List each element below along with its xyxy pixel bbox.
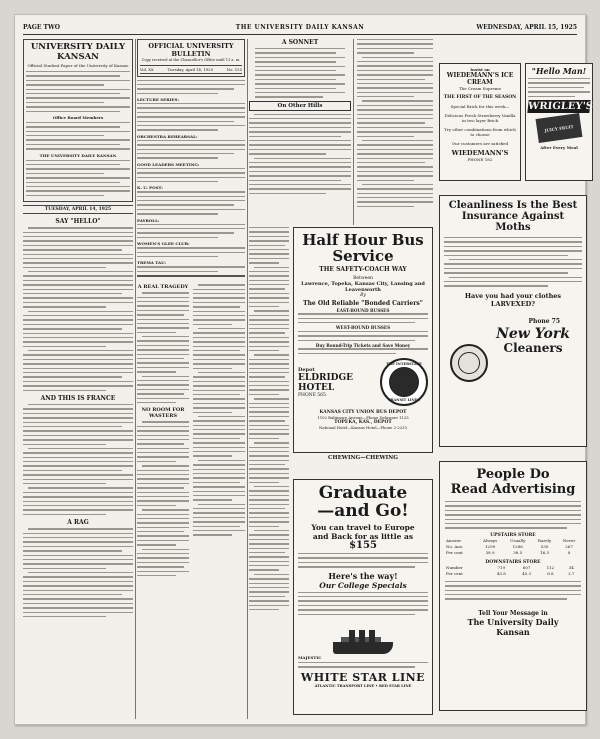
cleaners-name: Cleaners <box>503 340 563 355</box>
wrigley-slogan: After Every Meal <box>540 144 578 150</box>
column-news-lower <box>249 227 289 717</box>
ice-ad-brand: WIEDEMANN'S ICE CREAM <box>446 72 514 86</box>
bulletin-subtitle: Copy received at the Chancellor's Office until 11 a. m. <box>141 58 241 62</box>
paper-name: THE UNIVERSITY DAILY KANSAN <box>235 24 365 31</box>
wrigley-hello: "Hello Man! <box>531 66 587 76</box>
bulletin-item: ORCHESTRA REHEARSAL: <box>137 133 198 139</box>
bus-schedule <box>298 309 428 354</box>
business-heading: THE UNIVERSITY DAILY KANSAN <box>39 152 117 158</box>
article-body <box>193 284 245 536</box>
topeka-address: National Hotel—Kansas Hotel—Phone 2-2233 <box>319 424 407 430</box>
headline-sonnet: A SONNET <box>281 39 319 46</box>
read-ad-paper: The University Daily <box>467 616 559 627</box>
headline-tragedy: A REAL TRAGEDY <box>137 284 189 291</box>
ice-ad-flavor: Delicious Fresh Strawberry Vanilla in two layer Brick <box>444 113 516 123</box>
staff-list <box>26 71 130 112</box>
clean-ad-headline: Cleanliness Is the Best <box>448 200 578 211</box>
headline-a-rag: A RAG <box>67 519 89 527</box>
seal-text-bottom: TRANSIT LINES <box>388 398 420 403</box>
cleaners-logo: New York <box>496 325 570 342</box>
bulletin-volume: Vol. XX <box>140 66 154 72</box>
staff-heading: Office Board Members <box>52 114 104 120</box>
headline-other-hills: On Other Hills <box>249 101 351 111</box>
gum-pack-icon <box>536 113 583 143</box>
bulletin-item: TREMA TAU: <box>137 260 166 266</box>
ship-name: MAJESTIC <box>298 654 322 660</box>
ice-ad-brand-2: WIEDEMANN'S <box>451 149 509 157</box>
ice-ad-phone: PHONE 182 <box>467 157 493 162</box>
column-rule <box>247 39 248 719</box>
bus-ad-company: The Old Reliable "Bonded Carriers" <box>303 300 423 307</box>
table-row: Per cent 43.8 45.3 6.8 2.7 <box>446 571 575 577</box>
read-ad-paper-2: Kansan <box>496 626 530 637</box>
clean-ad-headline-2: Insurance Against Moths <box>461 211 565 233</box>
downstairs-heading: DOWNSTAIRS STORE <box>485 559 541 565</box>
article-body <box>357 39 433 207</box>
bus-ad-headline: Half Hour Bus <box>302 231 424 249</box>
shipping-lines: ATLANTIC TRANSPORT LINE • RED STAR LINE <box>314 683 412 688</box>
column-editorial <box>23 39 133 719</box>
headline-chewing: CHEWING—CHEWING <box>328 455 398 461</box>
newspaper-page <box>14 14 594 725</box>
seal-text-top: THE INTERSTATE <box>386 362 422 367</box>
grad-ad-headline: Graduate <box>318 483 408 503</box>
larvex-seal-icon <box>450 344 488 382</box>
bus-ad-cities: Lawrence, Topeka, Kansas City, Lansing and Leavenworth <box>301 281 425 293</box>
article-body <box>137 292 189 403</box>
ice-ad-insist: Insist on <box>470 67 490 72</box>
depot-name: ELDRIDGE <box>298 372 354 383</box>
kc-depot: KANSAS CITY UNION BUS DEPOT <box>319 410 407 416</box>
ice-ad-first: THE FIRST OF THE SEASON <box>443 95 517 100</box>
ice-ad-other: Try other combinations from which to choose <box>444 127 516 137</box>
steamship-icon <box>298 618 428 654</box>
grad-ad-offer-2: and Back for as little as <box>312 532 414 541</box>
column-bulletin <box>137 39 245 719</box>
issue-date: WEDNESDAY, APRIL 15, 1925 <box>476 24 577 31</box>
dateline: TUESDAY, APRIL 14, 1925 <box>23 205 133 214</box>
interstate-seal-icon <box>380 358 428 406</box>
grad-ad-offer: You can travel to Europe <box>311 523 415 532</box>
article-body <box>249 114 351 194</box>
bulletin-title: OFFICIAL UNIVERSITY BULLETIN <box>148 42 234 58</box>
read-ad-headline-2: Read Advertising <box>450 482 576 497</box>
ice-ad-tagline: The Cream Supreme <box>459 86 501 91</box>
article-body <box>23 227 133 391</box>
east-bound-label: EAST-BOUND BUSSES <box>336 308 390 313</box>
bus-ad-by: By <box>360 293 366 298</box>
bulletin-item: WOMEN'S GLEE CLUB: <box>137 241 190 247</box>
bulletin-number: No. 155 <box>226 66 242 72</box>
grad-ad-price: $155 <box>349 540 377 551</box>
poem-body <box>255 48 345 98</box>
bulletin-item: PAYROLL: <box>137 217 160 223</box>
masthead-title: UNIVERSITY DAILY KANSAN <box>30 42 126 62</box>
grad-ad-here: Here's the way! <box>328 570 398 581</box>
depot-addresses <box>298 410 428 430</box>
column-rule <box>353 39 354 225</box>
table-row: Per cent 38.9 38.5 16.5 8 <box>446 550 571 556</box>
round-trip-note: Buy Round-Trip Tickets and Save Money <box>315 342 411 348</box>
depot-phone: PHONE 565 <box>298 392 326 398</box>
masthead-subtitle: Official Student Paper of the University of Kansas <box>27 63 129 68</box>
column-news <box>357 39 433 225</box>
page-header <box>23 23 577 35</box>
bus-ad-between: Between <box>353 276 373 281</box>
depot-name-2: HOTEL <box>298 382 335 393</box>
ice-ad-special: Special Brick for this week— <box>450 104 510 109</box>
bulletin-item: GOOD LEADERS MEETING: <box>137 161 200 167</box>
masthead <box>23 39 133 202</box>
depot-label: Depot <box>298 366 315 373</box>
europe-travel-ad <box>293 479 433 715</box>
gum-pack-label: JUICY FRUIT <box>544 123 574 133</box>
column-rule <box>135 39 136 719</box>
read-ad-headline: People Do <box>476 467 550 482</box>
kc-address: 1102 Baltimore Avenue—Phone Delaware 1125 <box>317 414 409 420</box>
bus-ad-slogan: THE SAFETY-COACH WAY <box>319 266 407 273</box>
article-body <box>137 421 189 576</box>
bulletin-item: LECTURE SERIES: <box>137 97 179 103</box>
article-body <box>23 528 133 617</box>
column-sonnet <box>249 39 351 225</box>
headline-wasters: NO ROOM FOR WASTERS <box>141 407 185 420</box>
upstairs-heading: UPSTAIRS STORE <box>490 532 536 538</box>
headline-say-hello: SAY "HELLO" <box>55 218 101 226</box>
topeka-depot: TOPEKA, KAS., DEPOT <box>334 420 392 426</box>
read-ad-tell: Tell Your Message in <box>478 609 548 617</box>
grad-ad-headline-2: —and Go! <box>317 501 409 521</box>
bulletin-item: K. U. POST: <box>137 185 163 191</box>
depot-info <box>298 367 353 398</box>
table-header-row: Answer Always Usually Rarely Never <box>446 538 576 544</box>
headline-france: AND THIS IS FRANCE <box>40 395 116 402</box>
article-body <box>23 404 133 515</box>
upstairs-table <box>445 538 581 556</box>
white-star-logo: WHITE STAR LINE <box>300 670 426 684</box>
clean-ad-question: Have you had your clothes LARVEXED? <box>464 291 562 308</box>
bulletin-date: Tuesday, April 14, 1925 <box>167 66 213 72</box>
page-number: PAGE TWO <box>23 24 60 31</box>
wrigley-logo: WRIGLEY'S <box>527 100 594 112</box>
cleaners-phone: Phone 75 <box>528 317 560 325</box>
official-bulletin <box>137 39 245 77</box>
table-row: Number 719 807 112 34 <box>446 565 574 571</box>
downstairs-table <box>445 565 581 577</box>
cleaners-ad <box>439 195 587 447</box>
west-bound-label: WEST-BOUND BUSSES <box>335 325 391 331</box>
ice-cream-ad <box>439 63 521 181</box>
bus-ad-headline-2: Service <box>332 247 394 265</box>
bus-service-ad <box>293 227 433 453</box>
bulletin-meta <box>140 65 242 74</box>
table-row: No. Ans. 1299 1286 530 267 <box>446 544 573 550</box>
ice-ad-satisfied: Our customers are satisfied <box>451 141 509 146</box>
wrigleys-ad <box>525 63 593 181</box>
read-advertising-ad <box>439 461 587 711</box>
grad-ad-specials: Our College Specials <box>319 580 407 590</box>
